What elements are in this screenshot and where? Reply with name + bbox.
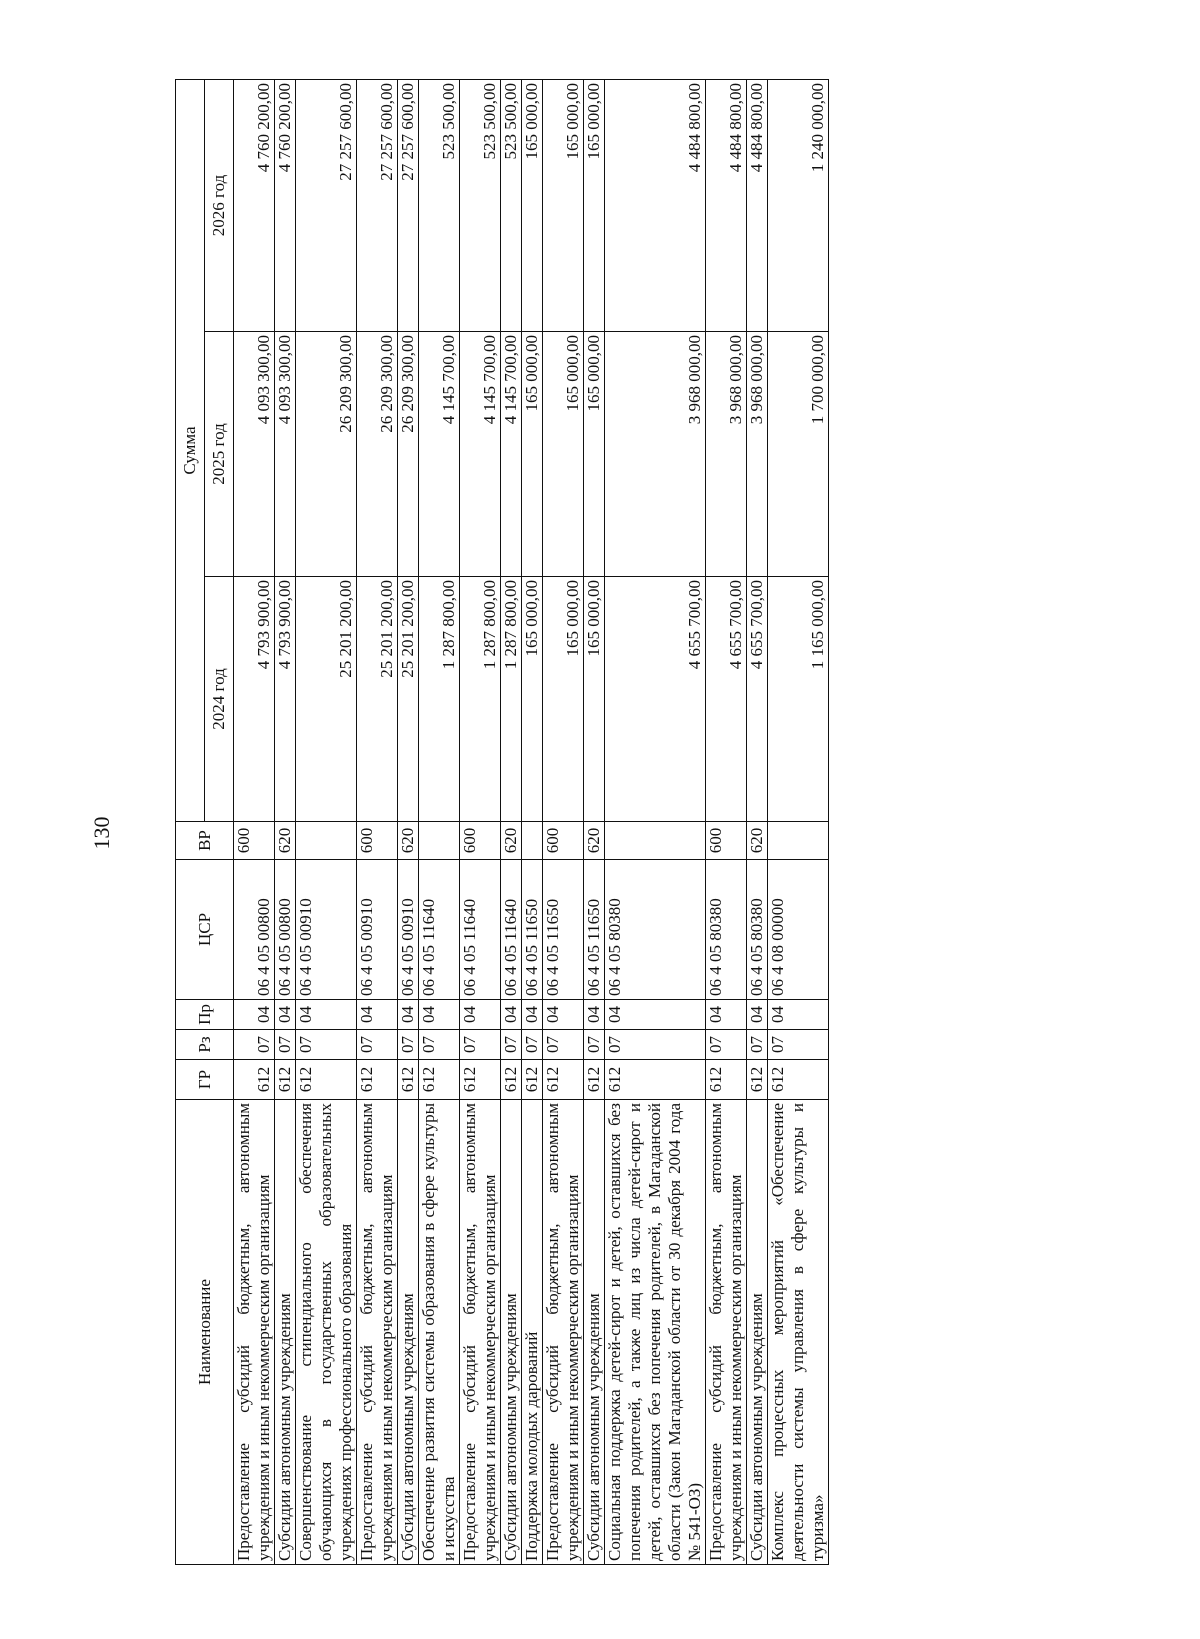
header-gr: ГР bbox=[176, 1060, 234, 1100]
cell-2026: 4 484 800,00 bbox=[747, 79, 768, 331]
cell-pr: 04 bbox=[768, 1000, 829, 1030]
cell-rz: 07 bbox=[460, 1030, 501, 1060]
cell-2025: 26 209 300,00 bbox=[357, 332, 398, 577]
table-row bbox=[357, 79, 398, 1564]
header-pr: Пр bbox=[176, 1000, 234, 1030]
cell-2024: 25 201 200,00 bbox=[296, 577, 357, 822]
cell-vr: 600 bbox=[460, 822, 501, 860]
cell-2024: 1 287 800,00 bbox=[419, 577, 460, 822]
cell-2024: 4 655 700,00 bbox=[706, 577, 747, 822]
cell-vr bbox=[605, 822, 706, 860]
cell-csr: 06 4 05 11650 bbox=[543, 860, 584, 1000]
table-row bbox=[584, 79, 605, 1564]
cell-csr: 06 4 05 11650 bbox=[522, 860, 543, 1000]
cell-vr: 600 bbox=[543, 822, 584, 860]
cell-csr: 06 4 05 00910 bbox=[296, 860, 357, 1000]
cell-gr: 612 bbox=[460, 1060, 501, 1100]
cell-rz: 07 bbox=[747, 1030, 768, 1060]
budget-table bbox=[175, 79, 829, 1565]
cell-gr: 612 bbox=[501, 1060, 522, 1100]
page-number: 130 bbox=[89, 816, 114, 850]
cell-vr bbox=[296, 822, 357, 860]
cell-name: Социальная поддержка детей-сирот и детей, оставшихся без попечения родителей, а также лиц из числа детей-сирот и детей, оставшихся без попечения родителей, в Магаданской области (Закон Магаданской области от 30 декабря 2004 года № 541-ОЗ) bbox=[605, 1100, 706, 1565]
header-2026: 2026 год bbox=[205, 79, 234, 331]
table-row bbox=[460, 79, 501, 1564]
cell-csr: 06 4 05 80380 bbox=[747, 860, 768, 1000]
cell-gr: 612 bbox=[296, 1060, 357, 1100]
header-row bbox=[176, 79, 205, 1564]
cell-csr: 06 4 05 80380 bbox=[706, 860, 747, 1000]
cell-2025: 4 145 700,00 bbox=[460, 332, 501, 577]
cell-rz: 07 bbox=[522, 1030, 543, 1060]
cell-2024: 25 201 200,00 bbox=[398, 577, 419, 822]
cell-rz: 07 bbox=[357, 1030, 398, 1060]
cell-name: Предоставление субсидий бюджетным, автономным учреждениям и иным некоммерческим организациям bbox=[460, 1100, 501, 1565]
table-row bbox=[398, 79, 419, 1564]
cell-gr: 612 bbox=[768, 1060, 829, 1100]
header-rz: Рз bbox=[176, 1030, 234, 1060]
cell-name: Обеспечение развития системы образования в сфере культуры и искусства bbox=[419, 1100, 460, 1565]
cell-pr: 04 bbox=[584, 1000, 605, 1030]
cell-csr: 06 4 05 00910 bbox=[398, 860, 419, 1000]
cell-2026: 4 484 800,00 bbox=[605, 79, 706, 331]
rotated-table-container bbox=[175, 80, 1055, 1565]
cell-pr: 04 bbox=[706, 1000, 747, 1030]
cell-name: Субсидии автономным учреждениям bbox=[501, 1100, 522, 1565]
cell-2026: 523 500,00 bbox=[501, 79, 522, 331]
cell-rz: 07 bbox=[605, 1030, 706, 1060]
cell-gr: 612 bbox=[357, 1060, 398, 1100]
cell-2024: 165 000,00 bbox=[584, 577, 605, 822]
header-csr: ЦСР bbox=[176, 860, 234, 1000]
cell-2025: 4 145 700,00 bbox=[419, 332, 460, 577]
table-row bbox=[296, 79, 357, 1564]
table-header bbox=[176, 79, 234, 1564]
cell-2025: 4 145 700,00 bbox=[501, 332, 522, 577]
table-row bbox=[747, 79, 768, 1564]
cell-gr: 612 bbox=[275, 1060, 296, 1100]
cell-name: Комплекс процессных мероприятий «Обеспечение деятельности системы управления в сфере культуры и туризма» bbox=[768, 1100, 829, 1565]
header-2025: 2025 год bbox=[205, 332, 234, 577]
cell-csr: 06 4 05 00800 bbox=[234, 860, 275, 1000]
cell-2024: 1 287 800,00 bbox=[501, 577, 522, 822]
cell-csr: 06 4 05 11650 bbox=[584, 860, 605, 1000]
cell-vr: 620 bbox=[398, 822, 419, 860]
cell-pr: 04 bbox=[605, 1000, 706, 1030]
cell-gr: 612 bbox=[543, 1060, 584, 1100]
cell-rz: 07 bbox=[419, 1030, 460, 1060]
cell-pr: 04 bbox=[522, 1000, 543, 1030]
table-row bbox=[706, 79, 747, 1564]
cell-2025: 1 700 000,00 bbox=[768, 332, 829, 577]
cell-2025: 165 000,00 bbox=[584, 332, 605, 577]
cell-pr: 04 bbox=[234, 1000, 275, 1030]
cell-2025: 3 968 000,00 bbox=[605, 332, 706, 577]
cell-2025: 26 209 300,00 bbox=[296, 332, 357, 577]
cell-2025: 165 000,00 bbox=[543, 332, 584, 577]
cell-2024: 4 793 900,00 bbox=[275, 577, 296, 822]
header-2024: 2024 год bbox=[205, 577, 234, 822]
cell-vr: 620 bbox=[501, 822, 522, 860]
cell-2026: 165 000,00 bbox=[543, 79, 584, 331]
cell-2025: 4 093 300,00 bbox=[275, 332, 296, 577]
cell-gr: 612 bbox=[747, 1060, 768, 1100]
cell-2024: 4 793 900,00 bbox=[234, 577, 275, 822]
cell-2026: 27 257 600,00 bbox=[398, 79, 419, 331]
cell-rz: 07 bbox=[768, 1030, 829, 1060]
cell-2024: 165 000,00 bbox=[543, 577, 584, 822]
cell-pr: 04 bbox=[398, 1000, 419, 1030]
cell-rz: 07 bbox=[296, 1030, 357, 1060]
cell-vr bbox=[522, 822, 543, 860]
cell-gr: 612 bbox=[605, 1060, 706, 1100]
table-row bbox=[543, 79, 584, 1564]
cell-rz: 07 bbox=[275, 1030, 296, 1060]
cell-2026: 4 760 200,00 bbox=[234, 79, 275, 331]
cell-rz: 07 bbox=[234, 1030, 275, 1060]
cell-2025: 3 968 000,00 bbox=[747, 332, 768, 577]
header-vr: ВР bbox=[176, 822, 234, 860]
cell-2026: 1 240 000,00 bbox=[768, 79, 829, 331]
cell-rz: 07 bbox=[706, 1030, 747, 1060]
table-row bbox=[768, 79, 829, 1564]
cell-2026: 27 257 600,00 bbox=[296, 79, 357, 331]
cell-gr: 612 bbox=[522, 1060, 543, 1100]
table-body bbox=[234, 79, 829, 1564]
cell-2025: 4 093 300,00 bbox=[234, 332, 275, 577]
table-row bbox=[501, 79, 522, 1564]
cell-2026: 4 484 800,00 bbox=[706, 79, 747, 331]
cell-2026: 523 500,00 bbox=[460, 79, 501, 331]
cell-csr: 06 4 05 11640 bbox=[501, 860, 522, 1000]
cell-name: Предоставление субсидий бюджетным, автономным учреждениям и иным некоммерческим организациям bbox=[234, 1100, 275, 1565]
cell-pr: 04 bbox=[275, 1000, 296, 1030]
cell-2026: 165 000,00 bbox=[522, 79, 543, 331]
cell-name: Предоставление субсидий бюджетным, автономным учреждениям и иным некоммерческим организациям bbox=[543, 1100, 584, 1565]
cell-name: Субсидии автономным учреждениям bbox=[398, 1100, 419, 1565]
cell-2025: 165 000,00 bbox=[522, 332, 543, 577]
cell-name: Совершенствование стипендиального обеспечения обучающихся в государственных образовательных учреждениях профессионального образования bbox=[296, 1100, 357, 1565]
cell-2026: 4 760 200,00 bbox=[275, 79, 296, 331]
cell-rz: 07 bbox=[398, 1030, 419, 1060]
cell-2026: 165 000,00 bbox=[584, 79, 605, 331]
cell-gr: 612 bbox=[706, 1060, 747, 1100]
cell-rz: 07 bbox=[543, 1030, 584, 1060]
cell-vr: 620 bbox=[584, 822, 605, 860]
cell-vr bbox=[768, 822, 829, 860]
cell-csr: 06 4 05 11640 bbox=[460, 860, 501, 1000]
cell-name: Предоставление субсидий бюджетным, автономным учреждениям и иным некоммерческим организациям bbox=[706, 1100, 747, 1565]
cell-gr: 612 bbox=[234, 1060, 275, 1100]
header-name: Наименование bbox=[176, 1100, 234, 1565]
cell-vr: 600 bbox=[706, 822, 747, 860]
cell-gr: 612 bbox=[584, 1060, 605, 1100]
cell-vr bbox=[419, 822, 460, 860]
cell-2024: 25 201 200,00 bbox=[357, 577, 398, 822]
cell-2024: 4 655 700,00 bbox=[605, 577, 706, 822]
cell-2024: 4 655 700,00 bbox=[747, 577, 768, 822]
cell-vr: 620 bbox=[275, 822, 296, 860]
cell-2026: 27 257 600,00 bbox=[357, 79, 398, 331]
cell-name: Субсидии автономным учреждениям bbox=[747, 1100, 768, 1565]
cell-pr: 04 bbox=[501, 1000, 522, 1030]
cell-2026: 523 500,00 bbox=[419, 79, 460, 331]
cell-2024: 165 000,00 bbox=[522, 577, 543, 822]
cell-2024: 1 287 800,00 bbox=[460, 577, 501, 822]
cell-pr: 04 bbox=[357, 1000, 398, 1030]
cell-2024: 1 165 000,00 bbox=[768, 577, 829, 822]
cell-name: Субсидии автономным учреждениям bbox=[584, 1100, 605, 1565]
cell-name: Предоставление субсидий бюджетным, автономным учреждениям и иным некоммерческим организациям bbox=[357, 1100, 398, 1565]
table-row bbox=[522, 79, 543, 1564]
cell-csr: 06 4 08 00000 bbox=[768, 860, 829, 1000]
table-row bbox=[605, 79, 706, 1564]
cell-csr: 06 4 05 11640 bbox=[419, 860, 460, 1000]
cell-vr: 600 bbox=[357, 822, 398, 860]
table-row bbox=[275, 79, 296, 1564]
cell-csr: 06 4 05 00910 bbox=[357, 860, 398, 1000]
table-row bbox=[419, 79, 460, 1564]
cell-csr: 06 4 05 80380 bbox=[605, 860, 706, 1000]
cell-pr: 04 bbox=[747, 1000, 768, 1030]
cell-pr: 04 bbox=[543, 1000, 584, 1030]
table-row bbox=[234, 79, 275, 1564]
cell-2025: 3 968 000,00 bbox=[706, 332, 747, 577]
cell-csr: 06 4 05 00800 bbox=[275, 860, 296, 1000]
cell-gr: 612 bbox=[398, 1060, 419, 1100]
cell-vr: 620 bbox=[747, 822, 768, 860]
cell-name: Поддержка молодых дарований bbox=[522, 1100, 543, 1565]
cell-gr: 612 bbox=[419, 1060, 460, 1100]
cell-2025: 26 209 300,00 bbox=[398, 332, 419, 577]
cell-vr: 600 bbox=[234, 822, 275, 860]
cell-pr: 04 bbox=[296, 1000, 357, 1030]
cell-pr: 04 bbox=[460, 1000, 501, 1030]
cell-name: Субсидии автономным учреждениям bbox=[275, 1100, 296, 1565]
cell-rz: 07 bbox=[501, 1030, 522, 1060]
cell-pr: 04 bbox=[419, 1000, 460, 1030]
cell-rz: 07 bbox=[584, 1030, 605, 1060]
header-sum: Сумма bbox=[176, 79, 205, 821]
